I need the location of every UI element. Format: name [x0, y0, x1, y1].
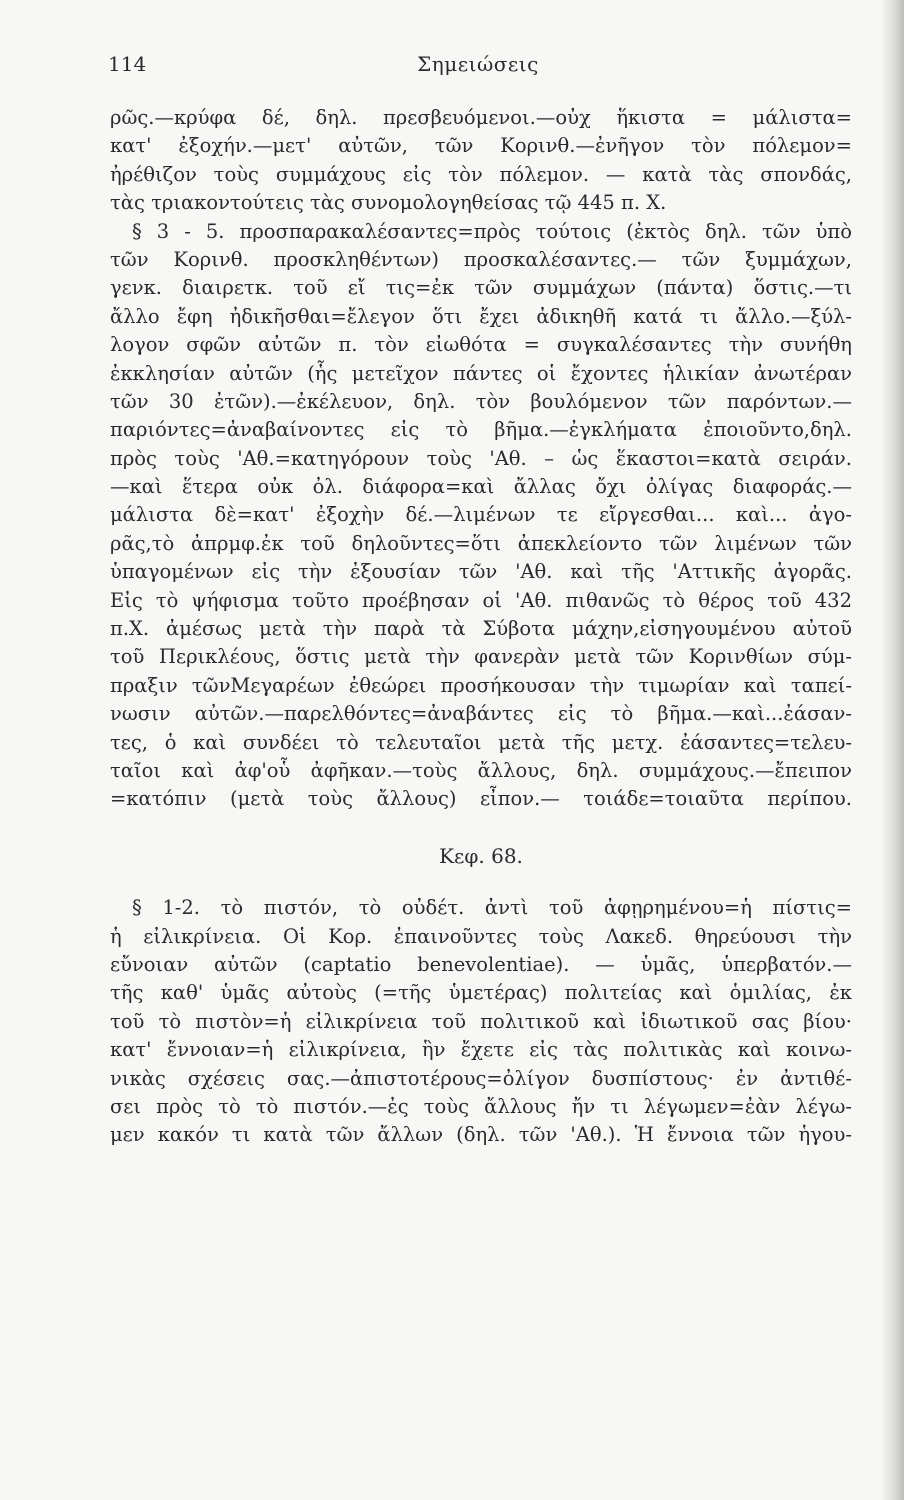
text-line: § 3 - 5. προσπαρακαλέσαντες=πρὸς τούτοις (ἐκτὸς δηλ. τῶν ὑπὸ [132, 219, 852, 243]
text-line: ἐκκλησίαν αὐτῶν (ἧς μετεῖχον πάντες οἱ ἔχοντες ἡλικίαν ἀνωτέραν [110, 361, 852, 385]
text-line: ρᾶς,τὸ ἀπρμφ.ἐκ τοῦ δηλοῦντες=ὅτι ἀπεκλείοντο τῶν λιμένων τῶν [110, 531, 852, 555]
text-line: τῶν Κορινθ. προσκληθέντων) προσκαλέσαντες.— τῶν ξυμμάχων, [110, 247, 852, 271]
text-line: τοῦ Περικλέους, ὅστις μετὰ τὴν φανερὰν μετὰ τῶν Κορινθίων σύμ- [110, 645, 852, 669]
text-line: πραξιν τῶνΜεγαρέων ἐθεώρει προσήκουσαν τὴν τιμωρίαν καὶ ταπεί- [110, 673, 852, 697]
text-line: § 1-2. τὸ πιστόν, τὸ οὐδέτ. ἀντὶ τοῦ ἀφῃρημένου=ἡ πίστις= [132, 896, 852, 920]
text-line: τοῦ τὸ πιστὸν=ἡ εἰλικρίνεια τοῦ πολιτικοῦ καὶ ἰδιωτικοῦ σας βίου· [110, 1009, 852, 1033]
text-line: π.Χ. ἀμέσως μετὰ τὴν παρὰ τὰ Σύβοτα μάχην,εἰσηγουμένου αὐτοῦ [110, 617, 852, 641]
text-line: κατ' ἐξοχήν.—μετ' αὐτῶν, τῶν Κορινθ.—ἐνῆγον τὸν πόλεμον= [110, 134, 852, 158]
text-line: πρὸς τοὺς 'Αθ.=κατηγόρουν τοὺς 'Αθ. – ὡς ἕκαστοι=κατὰ σειράν. [110, 446, 852, 470]
text-line: Εἰς τὸ ψήφισμα τοῦτο προέβησαν οἱ 'Αθ. πιθανῶς τὸ θέρος τοῦ 432 [110, 588, 852, 612]
text-line: γενκ. διαιρετκ. τοῦ εἴ τις=ἐκ τῶν συμμάχων (πάντα) ὅστις.—τι [110, 276, 852, 300]
text-line: σει πρὸς τὸ τὸ πιστόν.—ἐς τοὺς ἄλλους ἤν τι λέγωμεν=ἐὰν λέγω- [110, 1094, 852, 1118]
text-line: ἡ εἰλικρίνεια. Οἱ Κορ. ἐπαινοῦντες τοὺς Λακεδ. θηρεύουσι τὴν [110, 924, 852, 948]
page-number: 114 [108, 52, 147, 76]
text-line: ὑπαγομένων εἰς τὴν ἐξουσίαν τῶν 'Αθ. καὶ τῆς 'Αττικῆς ἀγορᾶς. [110, 560, 852, 584]
text-line: εὔνοιαν αὐτῶν (captatio benevolentiae). — ὑμᾶς, ὑπερβατόν.— [110, 952, 852, 976]
text-line: τῶν 30 ἐτῶν).—ἐκέλευον, δηλ. τὸν βουλόμενον τῶν παρόντων.— [110, 389, 852, 413]
chapter-heading: Κεφ. 68. [439, 843, 523, 868]
text-line: τες, ὁ καὶ συνδέει τὸ τελευταῖοι μετὰ τῆς μετχ. ἐάσαντες=τελευ- [110, 730, 852, 754]
commentary-text [110, 104, 852, 1150]
text-line: νικὰς σχέσεις σας.—ἀπιστοτέρους=ὀλίγον δυσπίστους· ἐν ἀντιθέ- [110, 1066, 852, 1090]
running-title: Σημειώσεις [417, 52, 539, 76]
text-line: ἄλλο ἔφη ἠδικῆσθαι=ἔλεγον ὅτι ἔχει ἀδικηθῆ κατά τι ἄλλο.—ξύλ- [110, 304, 852, 328]
text-line: τῆς καθ' ὑμᾶς αὐτοὺς (=τῆς ὑμετέρας) πολιτείας καὶ ὁμιλίας, ἐκ [110, 981, 852, 1005]
text-line: ρῶς.—κρύφα δέ, δηλ. πρεσβευόμενοι.—οὐχ ἥκιστα = μάλιστα= [110, 106, 852, 129]
text-line: νωσιν αὐτῶν.—παρελθόντες=ἀναβάντες εἰς τὸ βῆμα.—καὶ...ἐάσαν- [110, 702, 852, 726]
text-line: μεν κακόν τι κατὰ τῶν ἄλλων (δηλ. τῶν 'Αθ.). Ἡ ἔννοια τῶν ἡγου- [110, 1123, 852, 1147]
text-line: παριόντες=ἀναβαίνοντες εἰς τὸ βῆμα.—ἐγκλήματα ἐποιοῦντο,δηλ. [110, 418, 852, 442]
text-line: τὰς τριακοντούτεις τὰς συνομολογηθείσας τῷ 445 π. Χ. [110, 191, 667, 215]
text-line: ἠρέθιζον τοὺς συμμάχους εἰς τὸν πόλεμον. — κατὰ τὰς σπονδάς, [110, 162, 852, 186]
text-line: —καὶ ἕτερα οὐκ ὀλ. διάφορα=καὶ ἄλλας ὄχι ὀλίγας διαφοράς.— [110, 475, 852, 499]
page-edge-shadow [882, 0, 904, 1500]
text-line: =κατόπιν (μετὰ τοὺς ἄλλους) εἶπον.— τοιάδε=τοιαῦτα περίπου. [110, 787, 852, 811]
page-header [108, 52, 848, 86]
text-line: μάλιστα δὲ=κατ' ἐξοχὴν δέ.—λιμένων τε εἴργεσθαι... καὶ... ἀγο- [110, 503, 852, 527]
text-line: λογον σφῶν αὐτῶν π. τὸν εἰωθότα = συγκαλέσαντες τὴν συνήθη [110, 333, 852, 357]
text-line: κατ' ἔννοιαν=ἡ εἰλικρίνεια, ἣν ἔχετε εἰς τὰς πολιτικὰς καὶ κοινω- [110, 1038, 852, 1062]
text-line: ταῖοι καὶ ἀφ'οὗ ἀφῆκαν.—τοὺς ἄλλους, δηλ. συμμάχους.—ἔπειπον [110, 758, 852, 782]
